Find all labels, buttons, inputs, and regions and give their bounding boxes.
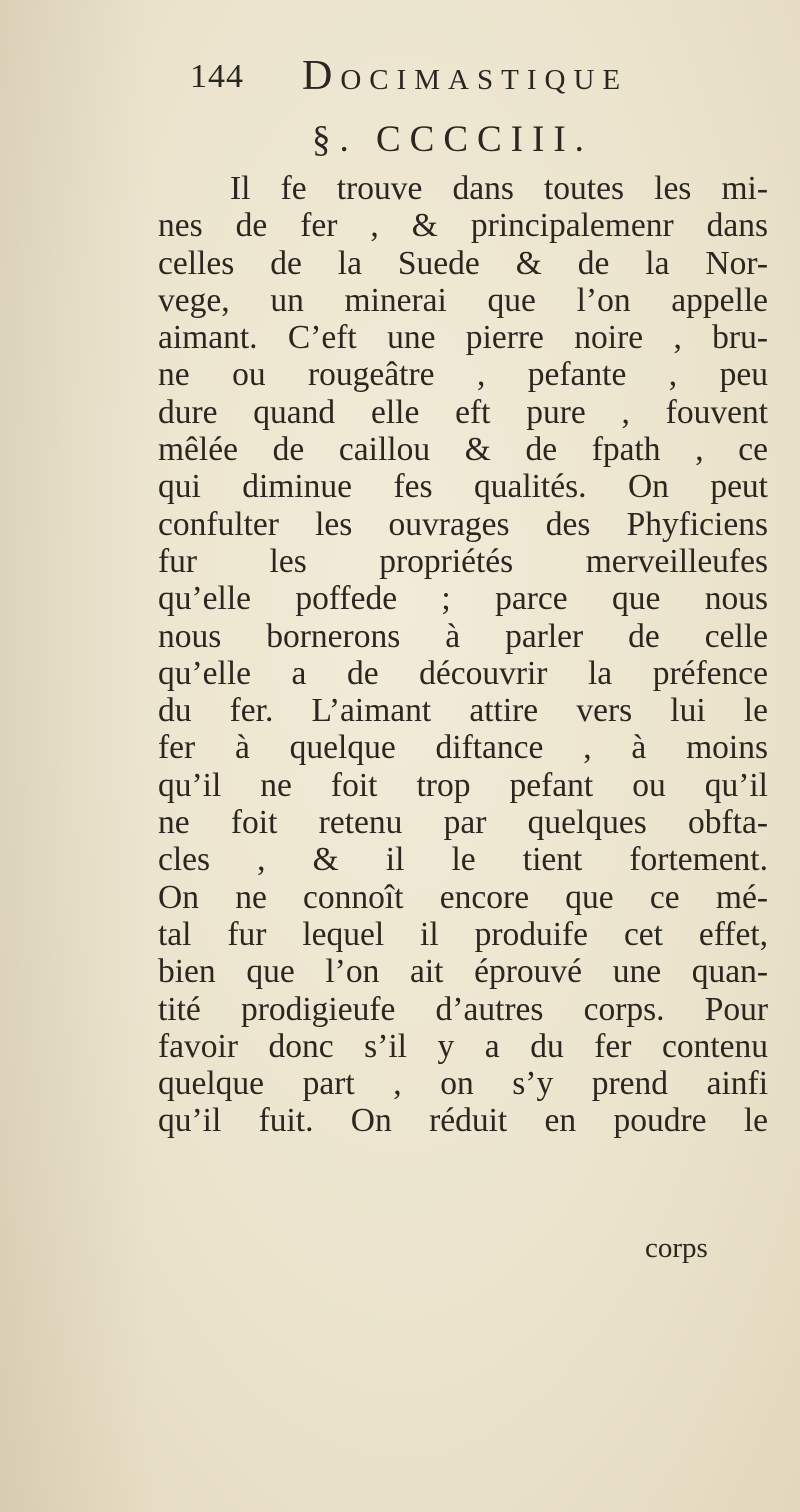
text-line: dure quand elle eft pure , fouvent — [158, 393, 768, 431]
text-line: qu’elle a de découvrir la préfence — [158, 654, 768, 692]
text-line: bien que l’on ait éprouvé une quan- — [158, 953, 768, 991]
text-line: aimant. C’eft une pierre noire , bru- — [158, 319, 768, 357]
text-line: qu’elle poffede ; parce que nous — [158, 580, 768, 618]
running-head: Docimastique — [302, 53, 629, 99]
text-line: tité prodigieufe d’autres corps. Pour — [158, 990, 768, 1028]
text-line: qu’il ne foit trop pefant ou qu’il — [158, 766, 768, 804]
text-line: nes de fer , & principalemenr dans — [158, 207, 768, 245]
text-line: mêlée de caillou & de fpath , ce — [158, 431, 768, 469]
text-line: confulter les ouvrages des Phyficiens — [158, 505, 768, 543]
text-line: favoir donc s’il y a du fer contenu — [158, 1027, 768, 1065]
text-line: quelque part , on s’y prend ainfi — [158, 1065, 768, 1103]
gutter-shadow — [0, 0, 150, 1512]
text-line: On ne connoît encore que ce mé- — [158, 878, 768, 916]
text-line: nous bornerons à parler de celle — [158, 617, 768, 655]
text-line: Il fe trouve dans toutes les mi- — [230, 170, 768, 207]
text-line: fer à quelque diftance , à moins — [158, 729, 768, 767]
text-line: fur les propriétés merveilleufes — [158, 542, 768, 580]
catchword: corps — [645, 1232, 708, 1264]
section-heading: §. CCCCIII. — [312, 119, 593, 160]
text-line: celles de la Suede & de la Nor- — [158, 244, 768, 282]
text-line: ne foit retenu par quelques obfta- — [158, 804, 768, 842]
page-number: 144 — [190, 58, 244, 95]
text-line: qui diminue fes qualités. On peut — [158, 468, 768, 506]
text-line: tal fur lequel il produife cet effet, — [158, 915, 768, 953]
text-line: vege, un minerai que l’on appelle — [158, 281, 768, 319]
text-line: du fer. L’aimant attire vers lui le — [158, 692, 768, 730]
text-line: cles , & il le tient fortement. — [158, 841, 768, 879]
page-header — [190, 52, 690, 102]
body-text — [158, 170, 768, 1140]
text-line: ne ou rougeâtre , pefante , peu — [158, 356, 768, 394]
text-line: qu’il fuit. On réduit en poudre le — [158, 1102, 768, 1140]
